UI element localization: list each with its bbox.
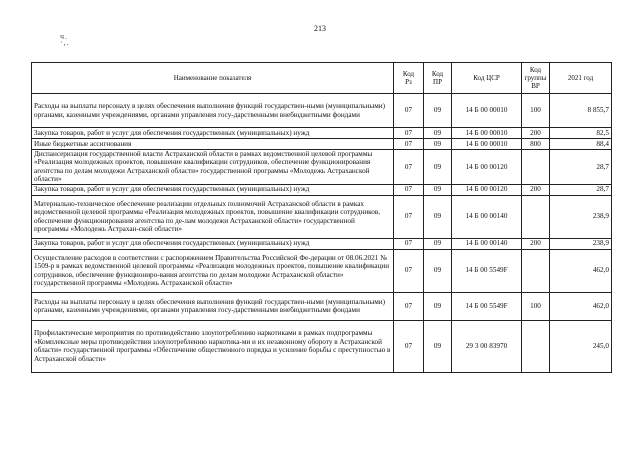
row-pr-cell: 09: [424, 238, 452, 249]
row-vr-cell: 100: [522, 94, 550, 128]
row-name-cell: Осуществление расходов в соответствии с распоряжением Правительства Российской Фе-дерации от 08.06.2021 № 1509-р в рамках ведомственной целевой программы «Реализация молодежных проектов, повышение квалификации сотрудников, обеспечение функциониро-вания агентства по делам молодежи Астраханской области» государственной программы «Молодежь Астраханской области»: [32, 249, 394, 292]
row-value-cell: 28,7: [550, 184, 612, 195]
row-vr-cell: [522, 320, 550, 372]
header-pr: Код ПР: [424, 63, 452, 94]
row-value-cell: 8 855,7: [550, 94, 612, 128]
row-name-cell: Расходы на выплаты персоналу в целях обеспечения выполнения функций государствен-ными (муниципальными) органами, казенными учреждениями, органами управления госу-дарственными внебюджетными фондами: [32, 94, 394, 128]
budget-table: [31, 62, 612, 373]
row-csr-cell: 14 Б 00 00120: [452, 184, 522, 195]
row-name-cell: Закупка товаров, работ и услуг для обеспечения государственных (муниципальных) нужд: [32, 238, 394, 249]
row-name-cell: Расходы на выплаты персоналу в целях обеспечения выполнения функций государствен-ными (муниципальными) органами, казенными учреждениями, органами управления госу-дарственными внебюджетными фондами: [32, 292, 394, 320]
table-row: [32, 249, 612, 292]
row-csr-cell: 14 Б 00 00010: [452, 139, 522, 150]
scan-marks: ч. ·,.: [60, 32, 70, 47]
row-value-cell: 462,0: [550, 292, 612, 320]
row-rz-cell: 07: [394, 128, 424, 139]
table-row: [32, 195, 612, 238]
row-value-cell: 238,9: [550, 195, 612, 238]
table-row: [32, 128, 612, 139]
header-name: Наименование показателя: [32, 63, 394, 94]
row-name-cell: Материально-техническое обеспечение реализации отдельных полномочий Астраханской области в рамках ведомственной целевой программы «Реализация молодежных проектов, повышение квалификации сотрудников, обеспечение функционирования агентства по де-лам молодежи Астраханской области» государственной программы «Молодежь Астрахан-ской области»: [32, 195, 394, 238]
row-name-cell: Иные бюджетные ассигнования: [32, 139, 394, 150]
row-vr-cell: 200: [522, 128, 550, 139]
header-vr: Код группы ВР: [522, 63, 550, 94]
row-rz-cell: 07: [394, 238, 424, 249]
row-csr-cell: 14 Б 00 5549F: [452, 249, 522, 292]
table-row: [32, 320, 612, 372]
row-value-cell: 238,9: [550, 238, 612, 249]
row-pr-cell: 09: [424, 320, 452, 372]
row-pr-cell: 09: [424, 184, 452, 195]
row-value-cell: 82,5: [550, 128, 612, 139]
row-rz-cell: 07: [394, 249, 424, 292]
row-rz-cell: 07: [394, 184, 424, 195]
row-vr-cell: 800: [522, 139, 550, 150]
row-rz-cell: 07: [394, 150, 424, 185]
row-csr-cell: 29 3 00 83970: [452, 320, 522, 372]
row-rz-cell: 07: [394, 94, 424, 128]
table-row: [32, 94, 612, 128]
row-vr-cell: [522, 150, 550, 185]
row-csr-cell: 14 Б 00 5549F: [452, 292, 522, 320]
header-year: 2021 год: [550, 63, 612, 94]
table-row: [32, 184, 612, 195]
row-name-cell: Диспансеризация государственной власти Астраханской области в рамках ведомственной целевой программы «Реализация молодежных проектов, повышение квалификации сотрудников, обеспечение функционирования агентства по делам молодежи Астраханской области» государственной программы «Молодежь Астраханской области»: [32, 150, 394, 185]
table-row: [32, 292, 612, 320]
row-name-cell: Закупка товаров, работ и услуг для обеспечения государственных (муниципальных) нужд: [32, 184, 394, 195]
table-row: [32, 238, 612, 249]
row-vr-cell: 200: [522, 184, 550, 195]
row-vr-cell: 200: [522, 238, 550, 249]
row-vr-cell: [522, 249, 550, 292]
row-value-cell: 462,0: [550, 249, 612, 292]
row-value-cell: 245,0: [550, 320, 612, 372]
table-row: [32, 139, 612, 150]
row-csr-cell: 14 Б 00 00120: [452, 150, 522, 185]
row-pr-cell: 09: [424, 150, 452, 185]
row-rz-cell: 07: [394, 320, 424, 372]
row-vr-cell: 100: [522, 292, 550, 320]
row-csr-cell: 14 Б 00 00010: [452, 128, 522, 139]
row-csr-cell: 14 Б 00 00140: [452, 195, 522, 238]
row-name-cell: Профилактические мероприятия по противодействию злоупотреблению наркотиками в рамках подпрограммы «Комплексные меры противодействия злоупотреблению наркотика-ми и их незаконному обороту в Астраханской области» государственной программы «Обеспечение общественного порядка и усиление борьбы с преступностью в Астраханской области»: [32, 320, 394, 372]
row-pr-cell: 09: [424, 195, 452, 238]
row-value-cell: 88,4: [550, 139, 612, 150]
row-rz-cell: 07: [394, 195, 424, 238]
row-vr-cell: [522, 195, 550, 238]
row-rz-cell: 07: [394, 139, 424, 150]
row-csr-cell: 14 Б 00 00010: [452, 94, 522, 128]
header-csr: Код ЦСР: [452, 63, 522, 94]
table-header-row: [32, 63, 612, 94]
table-row: [32, 150, 612, 185]
row-rz-cell: 07: [394, 292, 424, 320]
row-pr-cell: 09: [424, 139, 452, 150]
row-pr-cell: 09: [424, 292, 452, 320]
row-csr-cell: 14 Б 00 00140: [452, 238, 522, 249]
row-pr-cell: 09: [424, 249, 452, 292]
header-rz: Код Рз: [394, 63, 424, 94]
row-pr-cell: 09: [424, 128, 452, 139]
row-name-cell: Закупка товаров, работ и услуг для обеспечения государственных (муниципальных) нужд: [32, 128, 394, 139]
row-pr-cell: 09: [424, 94, 452, 128]
page-number: 213: [314, 24, 326, 33]
row-value-cell: 28,7: [550, 150, 612, 185]
